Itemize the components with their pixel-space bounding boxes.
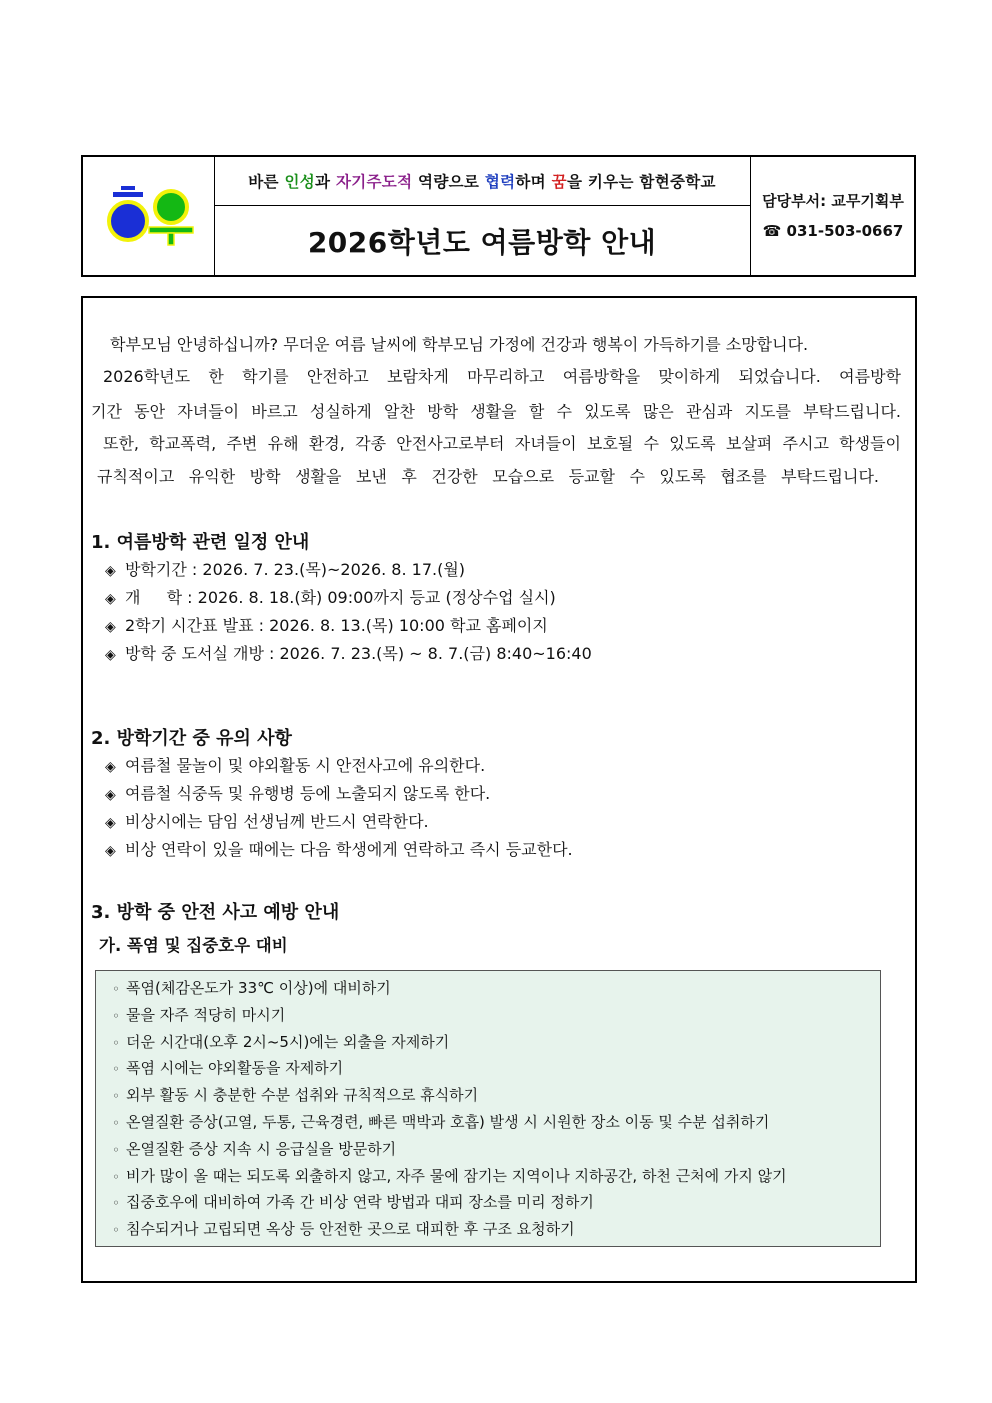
schedule-item: ◈ 2학기 시간표 발표 : 2026. 8. 13.(목) 10:00 학교 홈페이지 [105, 612, 592, 640]
diamond-bullet-icon: ◈ [105, 787, 116, 803]
motto-part: 을 키우는 함현중학교 [566, 173, 716, 191]
schedule-item: ◈ 개 학 : 2026. 8. 18.(화) 09:00까지 등교 (정상수업 실시) [105, 584, 592, 612]
caution-item: ◈ 여름철 식중독 및 유행병 등에 노출되지 않도록 한다. [105, 780, 573, 808]
circle-bullet-icon: ◦ [112, 1223, 120, 1238]
safety-tip-item [106, 1163, 880, 1190]
header-table [81, 155, 916, 277]
circle-bullet-icon: ◦ [112, 1115, 120, 1130]
caution-list [105, 752, 573, 864]
diamond-bullet-icon: ◈ [105, 759, 116, 775]
circle-bullet-icon: ◦ [112, 1169, 120, 1184]
diamond-bullet-icon: ◈ [105, 815, 116, 831]
motto-part: 꿈 [551, 173, 567, 191]
safety-tip-item [106, 1055, 880, 1082]
safety-tip-item [106, 1216, 880, 1243]
diamond-bullet-icon: ◈ [105, 563, 116, 579]
motto-part: 역량으로 [412, 173, 485, 191]
safety-tip-text: 더운 시간대(오후 2시~5시)에는 외출을 자제하기 [126, 1032, 450, 1051]
circle-bullet-icon: ◦ [112, 1089, 120, 1104]
circle-bullet-icon: ◦ [112, 982, 120, 996]
safety-tip-item [106, 1002, 880, 1029]
school-motto [214, 157, 751, 206]
safety-tip-text: 온열질환 증상 지속 시 응급실을 방문하기 [126, 1139, 397, 1158]
circle-bullet-icon: ◦ [112, 1196, 120, 1211]
notice-body [81, 296, 917, 1283]
school-logo-cell [83, 157, 215, 275]
circle-bullet-icon: ◦ [112, 1142, 120, 1157]
diamond-bullet-icon: ◈ [105, 591, 116, 607]
safety-tip-text: 물을 자주 적당히 마시기 [126, 1005, 286, 1024]
safety-tip-item [106, 1029, 880, 1056]
motto-part: 인성 [284, 173, 315, 191]
circle-bullet-icon: ◦ [112, 1062, 120, 1077]
safety-tip-item [106, 1189, 880, 1216]
schedule-list [105, 556, 592, 668]
phone-number: ☎ 031-503-0667 [762, 222, 904, 240]
caution-item: ◈ 여름철 물놀이 및 야외활동 시 안전사고에 유의한다. [105, 752, 573, 780]
motto-part: 바른 [248, 173, 285, 191]
section-3-title: 3. 방학 중 안전 사고 예방 안내 [91, 902, 340, 923]
safety-tip-text: 침수되거나 고립되면 옥상 등 안전한 곳으로 대피한 후 구조 요청하기 [126, 1220, 575, 1239]
section-2-title: 2. 방학기간 중 유의 사항 [91, 728, 292, 749]
section-3-subtitle: 가. 폭염 및 집중호우 대비 [99, 936, 288, 955]
motto-part: 하며 [515, 173, 552, 191]
circle-bullet-icon: ◦ [112, 1035, 120, 1050]
caution-item: ◈ 비상시에는 담임 선생님께 반드시 연락한다. [105, 808, 573, 836]
safety-tip-text: 외부 활동 시 충분한 수분 섭취와 규칙적으로 휴식하기 [126, 1086, 479, 1105]
motto-part: 협력 [484, 173, 516, 191]
section-1-title: 1. 여름방학 관련 일정 안내 [91, 532, 310, 553]
safety-tip-text: 폭염(체감온도가 33℃ 이상)에 대비하기 [126, 979, 391, 997]
contact-info [751, 157, 915, 275]
safety-tip-text: 온열질환 증상(고열, 두통, 근육경련, 빠른 맥박과 호흡) 발생 시 시원한 장소 이동 및 수분 섭취하기 [126, 1112, 770, 1131]
safety-tip-item [106, 1109, 880, 1136]
motto-part: 자기주도적 [335, 173, 413, 191]
schedule-item: ◈ 방학기간 : 2026. 7. 23.(목)~2026. 8. 17.(월) [105, 556, 592, 584]
safety-tip-item [106, 1082, 880, 1109]
notice-title: 2026학년도 여름방학 안내 [214, 206, 751, 275]
intro-line: 또한, 학교폭력, 주변 유해 환경, 각종 안전사고로부터 자녀들이 보호될 수 있도록 보살펴 주시고 학생들이 [103, 434, 901, 453]
safety-tip-item [106, 1136, 880, 1163]
circle-bullet-icon: ◦ [112, 1008, 120, 1023]
safety-tip-text: 집중호우에 대비하여 가족 간 비상 연락 방법과 대피 장소를 미리 정하기 [126, 1193, 594, 1212]
intro-line: 학부모님 안녕하십니까? 무더운 여름 날씨에 학부모님 가정에 건강과 행복이 가득하기를 소망합니다. [110, 335, 809, 354]
department-label: 담당부서: 교무기획부 [762, 192, 904, 210]
intro-line: 규칙적이고 유익한 방학 생활을 보낸 후 건강한 모습으로 등교할 수 있도록 협조를 부탁드립니다. [97, 467, 879, 486]
diamond-bullet-icon: ◈ [105, 647, 116, 663]
motto-part: 과 [315, 173, 336, 191]
safety-tips-box [95, 970, 881, 1247]
diamond-bullet-icon: ◈ [105, 619, 116, 635]
caution-item: ◈ 비상 연락이 있을 때에는 다음 학생에게 연락하고 즉시 등교한다. [105, 836, 573, 864]
intro-line: 기간 동안 자녀들이 바르고 성실하게 알찬 방학 생활을 할 수 있도록 많은 관심과 지도를 부탁드립니다. [91, 402, 901, 421]
safety-tip-text: 폭염 시에는 야외활동을 자제하기 [126, 1059, 344, 1078]
safety-tip-text: 비가 많이 올 때는 되도록 외출하지 않고, 자주 물에 잠기는 지역이나 지하공간, 하천 근처에 가지 않기 [126, 1166, 787, 1185]
safety-tips-list [106, 975, 880, 1243]
school-logo [83, 157, 214, 275]
safety-tip-item [106, 975, 880, 1002]
schedule-item: ◈ 방학 중 도서실 개방 : 2026. 7. 23.(목) ~ 8. 7.(금) 8:40~16:40 [105, 640, 592, 668]
diamond-bullet-icon: ◈ [105, 843, 116, 859]
intro-line: 2026학년도 한 학기를 안전하고 보람차게 마무리하고 여름방학을 맞이하게 되었습니다. 여름방학 [103, 367, 901, 386]
